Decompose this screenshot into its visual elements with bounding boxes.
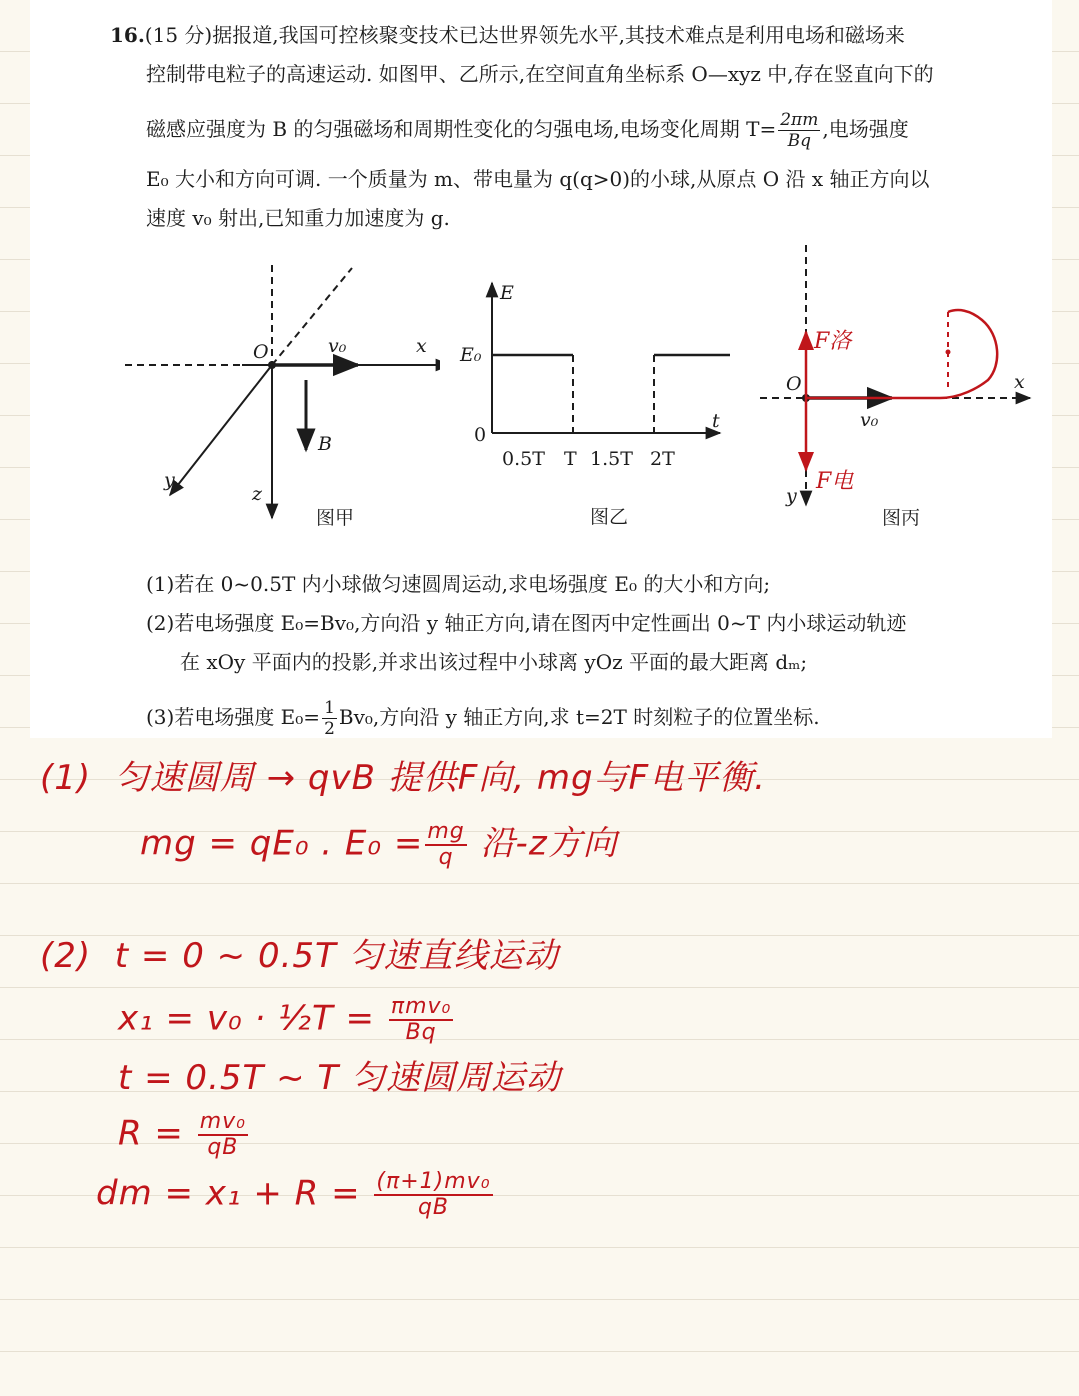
radius-fraction (198, 1110, 248, 1160)
yi-e0-label: E₀ (460, 344, 482, 366)
y-axis (170, 365, 272, 495)
yi-tick-2T: 2T (650, 448, 675, 470)
solution-line-7 (96, 1170, 495, 1220)
dm-fraction (374, 1170, 492, 1220)
solution-part-2-label: (2) (40, 936, 92, 976)
question-2-line-2: 在 xOy 平面内的投影,并求出该过程中小球离 yOz 平面的最大距离 dₘ; (180, 650, 808, 674)
jia-velocity-label: v₀ (328, 335, 347, 357)
circle-center-dot (946, 350, 951, 355)
problem-intro-3b: ,电场强度 (822, 117, 909, 141)
period-fraction-num: 2πm (780, 110, 819, 130)
x1-fraction (389, 995, 454, 1045)
jia-y-label: y (164, 469, 175, 491)
e0-fraction-den: q (438, 845, 454, 870)
half-fraction-num: 1 (324, 698, 335, 718)
yi-tick-0.5T: 0.5T (502, 448, 545, 470)
figure-yi (430, 275, 730, 535)
problem-intro-5: 速度 v₀ 射出,已知重力加速度为 g. (146, 206, 450, 230)
dm-fraction-num: (π+1)mv₀ (376, 1169, 491, 1194)
e0-fraction-num: mg (427, 819, 465, 844)
x1-fraction-num: πmv₀ (390, 994, 452, 1019)
solution-line-6-text: R = (118, 1113, 184, 1154)
question-2-line-1: (2)若电场强度 E₀=Bv₀,方向沿 y 轴正方向,请在图丙中定性画出 0~T 内小球运动轨迹 (146, 611, 907, 635)
solution-line-2-tail: 沿-z方向 (480, 823, 618, 864)
bing-velocity-label: v₀ (860, 409, 879, 431)
jia-origin-label: O (253, 341, 269, 363)
jia-x-label: x (416, 335, 427, 357)
solution-line-4 (118, 995, 455, 1045)
question-3a: (3)若电场强度 E₀= (146, 705, 321, 729)
problem-line-1 (110, 22, 905, 48)
bing-force-up-label: F洛 (814, 329, 852, 354)
half-fraction-den: 2 (324, 719, 335, 739)
yi-e-axis-label: E (500, 282, 514, 304)
problem-intro-4: E₀ 大小和方向可调. 一个质量为 m、带电量为 q(q>0)的小球,从原点 O 沿 x 轴正方向以 (146, 167, 930, 191)
printed-problem (30, 0, 1052, 738)
figure-bing (720, 240, 1050, 535)
period-fraction (778, 110, 820, 151)
period-fraction-den: Bq (787, 131, 811, 151)
solution-line-1-text: 匀速圆周 → qvB 提供F向, mg与F电平衡. (114, 758, 766, 798)
trajectory-sketch (806, 310, 997, 398)
x1-fraction-den: Bq (405, 1020, 437, 1045)
origin-dot (268, 361, 276, 369)
bing-y-label: y (786, 485, 797, 507)
yi-tick-1.5T: 1.5T (590, 448, 633, 470)
solution-line-3 (40, 936, 559, 976)
jia-z-label: z (252, 483, 263, 505)
yi-zero-label: 0 (474, 424, 487, 446)
e0-fraction (425, 820, 466, 870)
bing-caption: 图丙 (882, 507, 921, 529)
solution-line-2 (140, 820, 618, 870)
solution-line-4-text: x₁ = v₀ · ½T = (118, 998, 376, 1039)
dm-fraction-den: qB (417, 1195, 449, 1220)
problem-line-3 (146, 110, 909, 151)
radius-fraction-den: qB (207, 1135, 239, 1160)
bing-x-label: x (1014, 371, 1025, 393)
yi-caption: 图乙 (590, 506, 629, 528)
solution-line-2-text: mg = qE₀ . E₀ = (140, 823, 424, 864)
radius-fraction-num: mv₀ (199, 1109, 247, 1134)
yi-t-axis-label: t (712, 410, 720, 432)
question-1: (1)若在 0~0.5T 内小球做匀速圆周运动,求电场强度 E₀ 的大小和方向; (146, 572, 771, 596)
jia-caption: 图甲 (316, 507, 355, 529)
problem-number: 16. (110, 23, 145, 47)
yi-tick-T: T (564, 448, 577, 470)
solution-line-1 (40, 758, 766, 798)
question-3b: Bv₀,方向沿 y 轴正方向,求 t=2T 时刻粒子的位置坐标. (338, 705, 820, 729)
solution-line-7-text: dm = x₁ + R = (96, 1173, 361, 1214)
half-fraction (322, 698, 337, 739)
solution-line-3-text: t = 0 ~ 0.5T 匀速直线运动 (114, 936, 559, 976)
solution-line-5: t = 0.5T ~ T 匀速圆周运动 (118, 1058, 561, 1098)
problem-intro-3a: 磁感应强度为 B 的匀强磁场和周期性变化的匀强电场,电场变化周期 T= (146, 117, 777, 141)
problem-intro-1: 据报道,我国可控核聚变技术已达世界领先水平,其技术难点是利用电场和磁场来 (212, 23, 905, 47)
bing-force-down-label: F电 (816, 469, 854, 494)
solution-line-6 (118, 1110, 250, 1160)
problem-intro-2: 控制带电粒子的高速运动. 如图甲、乙所示,在空间直角坐标系 O—xyz 中,存在竖直向下的 (146, 62, 934, 86)
bing-origin-label: O (786, 373, 802, 395)
solution-part-1-label: (1) (40, 758, 92, 798)
problem-score: (15 分) (144, 23, 213, 47)
jia-b-label: B (318, 433, 332, 455)
e-field-waveform (492, 355, 730, 433)
figure-jia (120, 260, 440, 535)
question-3 (146, 698, 820, 739)
